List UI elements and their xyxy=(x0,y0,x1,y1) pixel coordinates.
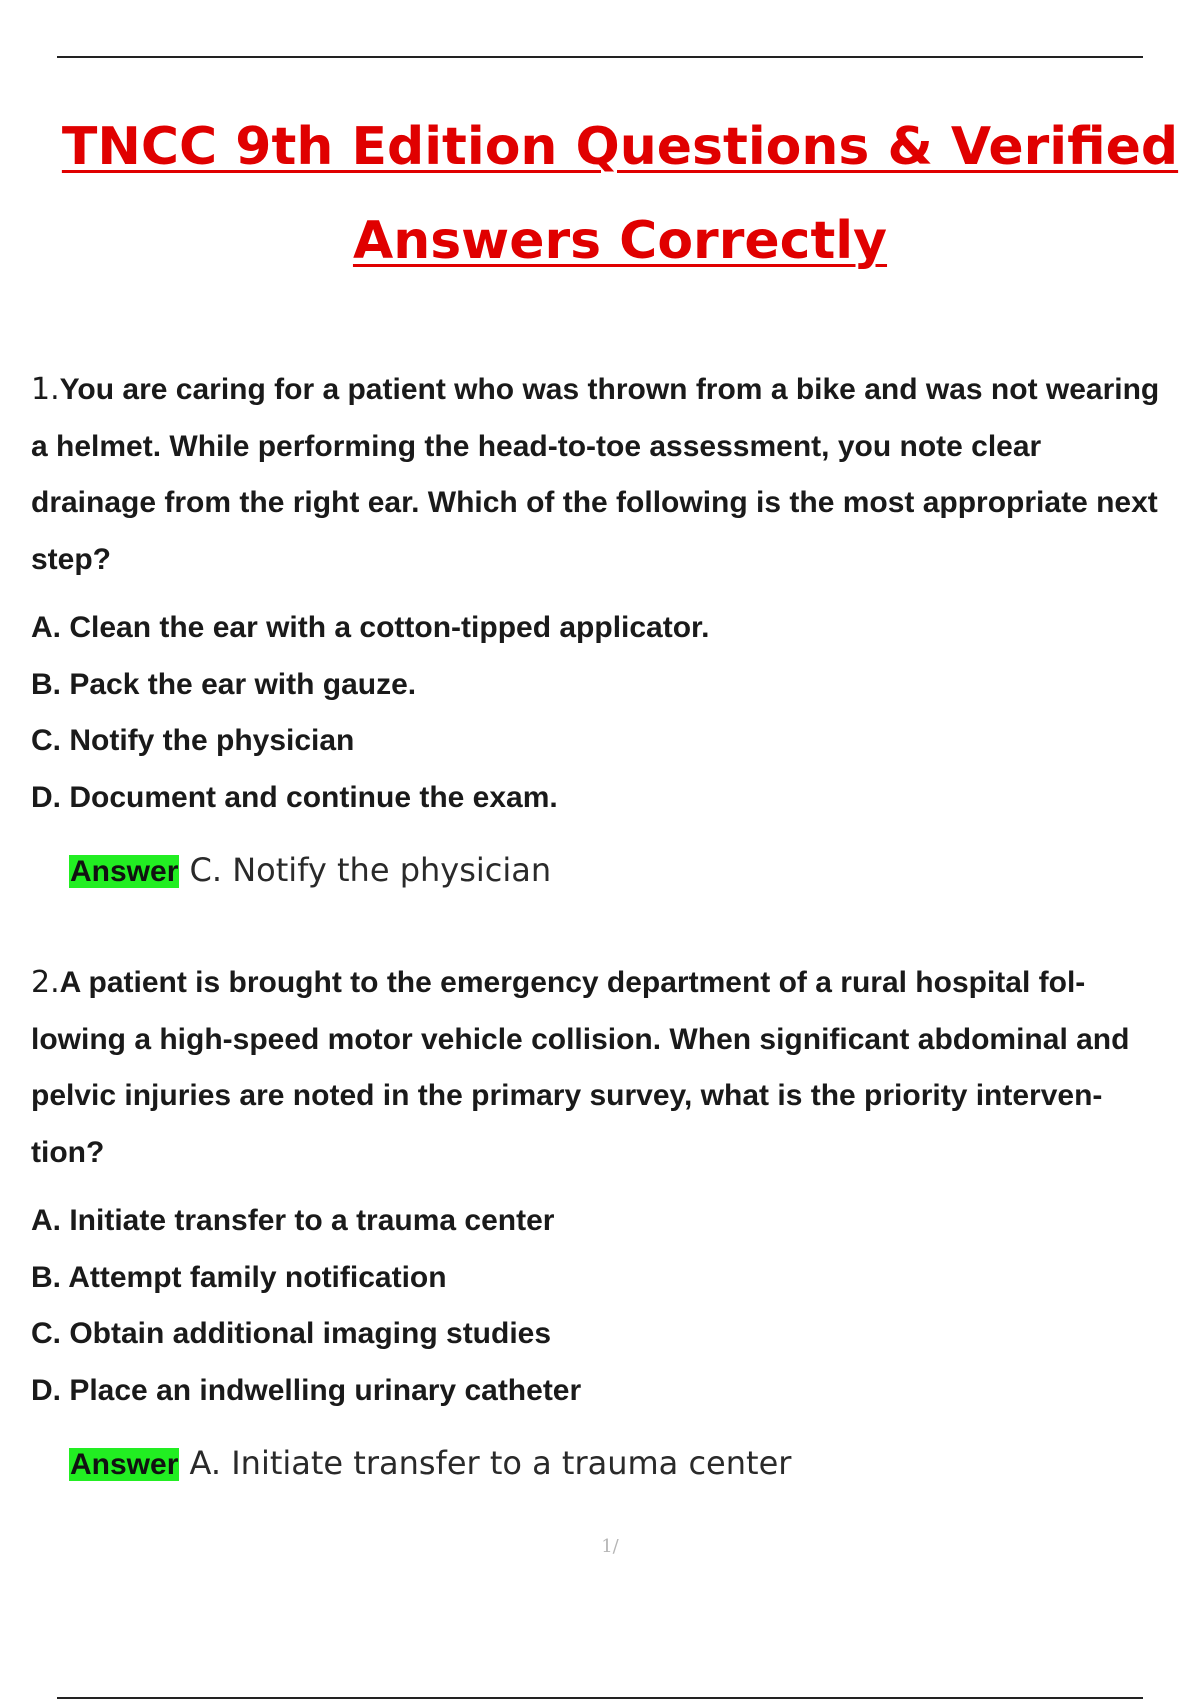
question-text: You are caring for a patient who was thrown from a bike and was not wearing a helmet. While performing the head-to-toe assessment, you note clear drainage from the right ear. Which of the following is the most appropriate next step? xyxy=(31,373,1160,576)
option-b: B. Attempt family notification xyxy=(31,1260,447,1294)
top-divider xyxy=(57,56,1143,58)
option-c: C. Obtain additional imaging studies xyxy=(31,1317,552,1350)
bottom-divider xyxy=(57,1697,1143,1699)
question-number: 1. xyxy=(31,372,60,407)
page-number: 1/ xyxy=(601,1536,619,1557)
page-title: TNCC 9th Edition Questions & Verified Answers Correctly xyxy=(61,117,1179,271)
option-list xyxy=(31,600,1171,826)
question-1 xyxy=(31,362,1171,900)
answer-label: Answer xyxy=(70,1448,179,1481)
question-stem xyxy=(31,362,1171,588)
answer-text: C. Notify the physician xyxy=(189,851,552,889)
answer-text: A. Initiate transfer to a trauma center xyxy=(189,1444,792,1482)
question-2 xyxy=(31,955,1171,1493)
option-a: A. Initiate transfer to a trauma center xyxy=(31,1204,555,1237)
option-list xyxy=(31,1193,1171,1419)
question-stem xyxy=(31,955,1171,1181)
question-text: A patient is brought to the emergency department of a rural hospital fol- lowing a high-speed motor vehicle collision. When significant abdominal and pelvic injuries are noted in the primary survey, what is the priority interven- tion? xyxy=(31,966,1130,1169)
option-a: A. Clean the ear with a cotton-tipped applicator. xyxy=(31,611,710,644)
option-d: D. Document and continue the exam. xyxy=(31,780,558,814)
question-number: 2. xyxy=(31,965,60,1000)
option-b: B. Pack the ear with gauze. xyxy=(31,667,417,701)
option-d: D. Place an indwelling urinary catheter xyxy=(31,1373,582,1407)
answer-line xyxy=(69,842,1171,900)
option-c: C. Notify the physician xyxy=(31,724,355,757)
answer-label: Answer xyxy=(70,855,179,888)
answer-line xyxy=(69,1435,1171,1493)
